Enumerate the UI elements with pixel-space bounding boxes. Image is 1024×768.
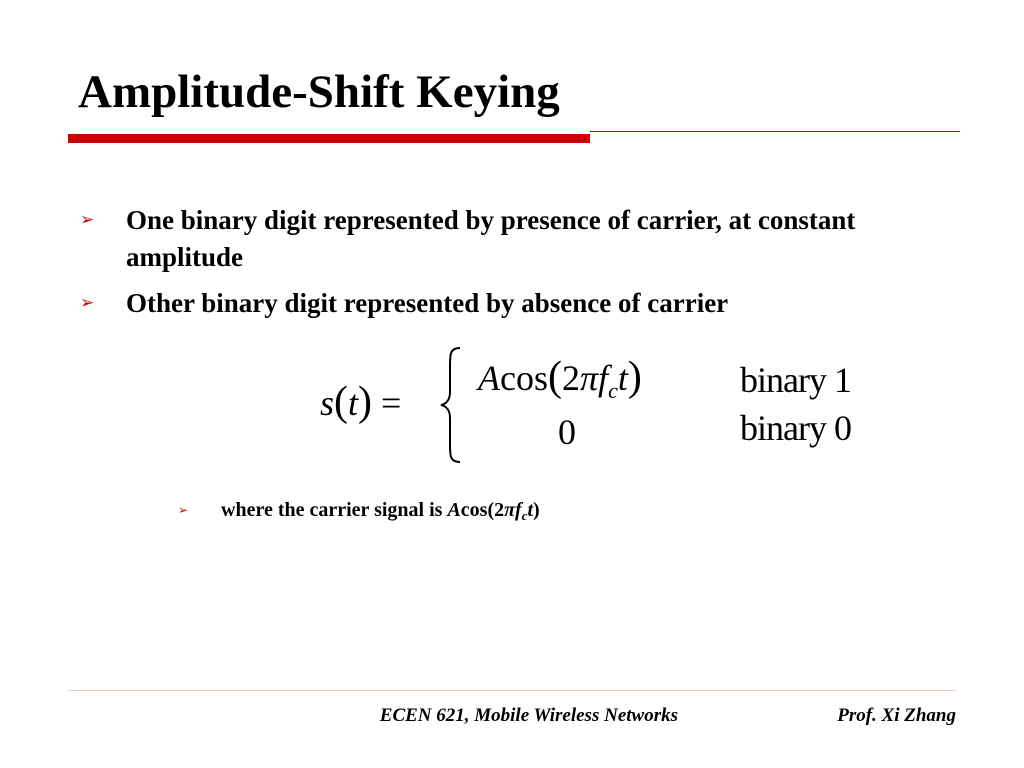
bullet-presence-of-carrier: One binary digit represented by presence of carrier, at constant amplitude [126, 205, 856, 272]
equation-equals: = [381, 383, 402, 423]
equation-case1-condition: binary 1 [740, 360, 851, 400]
equation-case2-expression: 0 [558, 412, 576, 452]
slide-title: Amplitude-Shift Keying [78, 66, 560, 118]
footer-author: Prof. Xi Zhang [837, 705, 956, 726]
equation-case2-condition: binary 0 [740, 408, 851, 448]
sub-bullet-carrier-signal: where the carrier signal is $Acos(2\pi f_ct)$ [221, 499, 540, 523]
piecewise-brace [436, 344, 466, 466]
footer-course: ECEN 621, Mobile Wireless Networks [379, 705, 678, 726]
title-underline-thin [590, 131, 960, 132]
bullet-absence-of-carrier: Other binary digit represented by absence of carrier [126, 288, 729, 318]
footer-divider [68, 690, 956, 691]
equation-lhs-variable: t [348, 383, 359, 423]
title-underline-thick [68, 134, 590, 143]
arrow-bullet-icon: ➢ [80, 210, 95, 230]
equation-lhs-function: s [320, 383, 335, 423]
equation-case1-expression: $Acos(2\pi f_ct)$ [478, 354, 642, 403]
equation-lhs: s(t) = [320, 379, 402, 425]
arrow-bullet-icon: ➢ [178, 503, 189, 517]
arrow-bullet-icon: ➢ [80, 293, 95, 313]
